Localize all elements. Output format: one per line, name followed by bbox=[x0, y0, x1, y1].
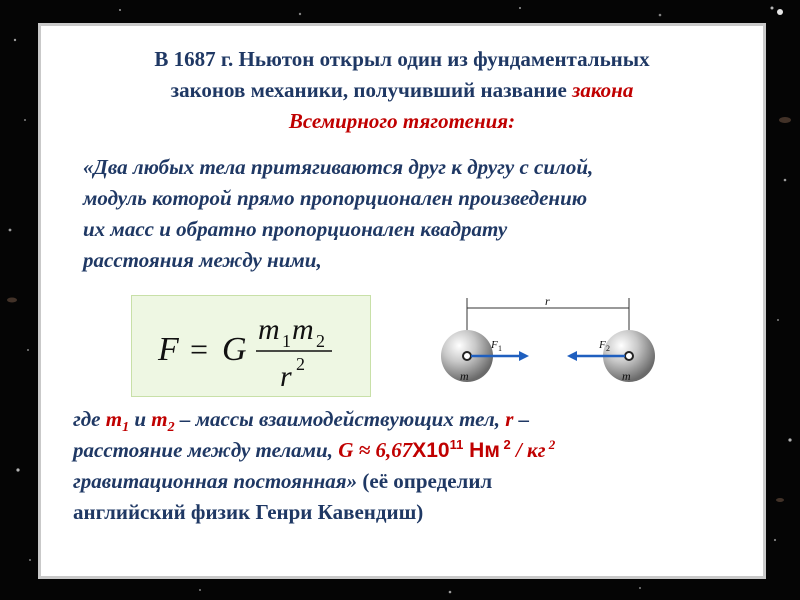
formula-F: F bbox=[158, 331, 179, 368]
formula-description bbox=[73, 404, 733, 528]
formula-equals: = bbox=[190, 331, 209, 367]
desc-text-5: гравитационная постоянная» bbox=[73, 469, 358, 493]
desc-exp-11: 11 bbox=[449, 437, 464, 452]
formula-G: G bbox=[222, 331, 247, 368]
desc-and: и bbox=[129, 407, 152, 431]
left-mass-label: m bbox=[460, 369, 469, 383]
desc-text-3: – bbox=[513, 407, 530, 431]
right-mass-center bbox=[625, 352, 633, 360]
force-2-sub: 2 bbox=[606, 344, 610, 353]
slide-title bbox=[41, 44, 763, 137]
formula-m1: m bbox=[258, 313, 280, 346]
distance-label: r bbox=[545, 294, 550, 308]
quote-line-2: модуль которой прямо пропорционален произведению bbox=[83, 186, 588, 210]
desc-m2-sub: 2 bbox=[167, 420, 175, 436]
quote-line-1: «Два любых тела притягиваются друг к другу с силой, bbox=[83, 155, 594, 179]
title-line-1: В 1687 г. Ньютон открыл один из фундаментальных bbox=[154, 47, 650, 71]
formula-r-power: 2 bbox=[296, 354, 305, 374]
formula-m2: m bbox=[292, 313, 314, 346]
desc-m1-sub: 1 bbox=[122, 420, 130, 436]
formula-m1-sub: 1 bbox=[282, 331, 291, 351]
desc-line-3 bbox=[73, 466, 733, 497]
desc-nm: Нм bbox=[463, 439, 500, 462]
title-line-2-text: законов механики, получивший название bbox=[170, 78, 567, 102]
quote-line-4: расстояния между ними, bbox=[83, 248, 322, 272]
two-masses-diagram bbox=[441, 294, 671, 394]
formula-box bbox=[131, 295, 371, 397]
force-2-label: F bbox=[599, 339, 606, 351]
desc-line-4: английский физик Генри Кавендиш) bbox=[73, 500, 424, 524]
desc-x10: Х10 bbox=[412, 439, 450, 462]
desc-r: r bbox=[505, 407, 514, 431]
desc-per-kg: / кг bbox=[510, 438, 546, 462]
desc-m2: m bbox=[151, 407, 168, 431]
desc-exp-2a: 2 bbox=[499, 437, 511, 452]
title-line-3: Всемирного тяготения: bbox=[288, 109, 516, 133]
force-1-label: F bbox=[491, 339, 498, 351]
force-1-arrowhead bbox=[519, 351, 529, 361]
desc-line-1 bbox=[73, 404, 733, 435]
right-mass-label: m bbox=[622, 369, 631, 383]
desc-line-2 bbox=[73, 435, 733, 466]
desc-text-2: – массы взаимодействующих тел, bbox=[174, 407, 506, 431]
left-mass-center bbox=[463, 352, 471, 360]
law-statement bbox=[83, 152, 743, 276]
force-2-arrowhead bbox=[567, 351, 577, 361]
slide-panel bbox=[38, 23, 766, 579]
gravity-formula bbox=[132, 296, 372, 398]
title-line-2-highlight: закона bbox=[572, 78, 634, 102]
formula-m2-sub: 2 bbox=[316, 331, 325, 351]
formula-r: r bbox=[280, 360, 292, 393]
desc-text-1: где bbox=[73, 407, 106, 431]
desc-g-value: G ≈ 6,67 bbox=[338, 438, 413, 462]
title-line-2 bbox=[41, 75, 763, 106]
desc-m1: m bbox=[105, 407, 123, 431]
desc-text-6: (её определил bbox=[357, 469, 493, 493]
desc-exp-2b: 2 bbox=[545, 437, 556, 452]
force-1-sub: 1 bbox=[498, 344, 502, 353]
quote-line-3: их масс и обратно пропорционален квадрату bbox=[83, 217, 508, 241]
desc-text-4: расстояние между телами, bbox=[73, 438, 339, 462]
